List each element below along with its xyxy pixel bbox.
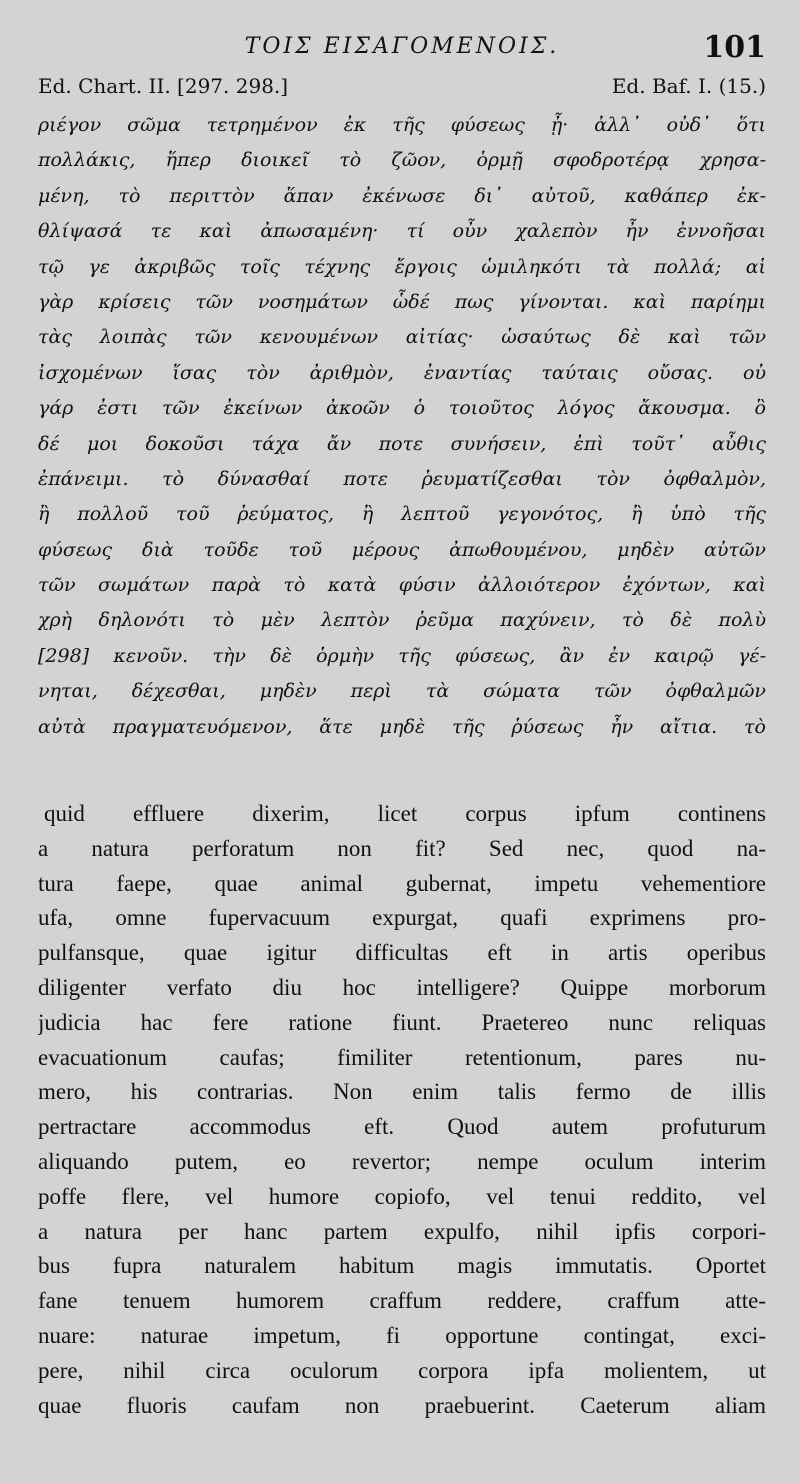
edition-left: Ed. Chart. II. [297. 298.] — [38, 74, 289, 98]
greek-line: γὰρ κρίσεις τῶν νοσημάτων ὧδέ πως γίνονται. καὶ παρίημι — [38, 290, 766, 313]
edition-line — [38, 74, 766, 106]
greek-text — [38, 108, 766, 745]
latin-line: diligenter verfato diu hoc intelligere? Quippe morborum — [38, 975, 766, 1001]
latin-line: a natura per hanc partem expulfo, nihil ipfis corpori- — [38, 1218, 766, 1244]
latin-line: nuare: naturae impetum, fi opportune contingat, exci- — [38, 1322, 766, 1348]
greek-line: ἰσχομένων ἴσας τὸν ἀριθμὸν, ἐναντίας ταύταις οὔσας. οὐ — [38, 361, 766, 384]
latin-line: pere, nihil circa oculorum corpora ipfa molientem, ut — [38, 1357, 766, 1383]
greek-line: μένη, τὸ περιττὸν ἅπαν ἐκένωσε δι᾽ αὐτοῦ, καθάπερ ἐκ- — [38, 184, 766, 207]
greek-line: ἐπάνειμι. τὸ δύνασθαί ποτε ῥευματίζεσθαι τὸν ὀφθαλμὸν, — [38, 467, 766, 490]
latin-line: tura faepe, quae animal gubernat, impetu vehementiore — [38, 870, 766, 896]
greek-line: τῷ γε ἀκριβῶς τοῖς τέχνης ἔργοις ὡμιληκότι τὰ πολλά; αἱ — [38, 255, 766, 278]
latin-line: a natura perforatum non fit? Sed nec, quod na- — [38, 835, 766, 861]
latin-line: ufa, omne fupervacuum expurgat, quafi exprimens pro- — [38, 905, 766, 931]
latin-line: quae fluoris caufam non praebuerint. Caeterum aliam — [38, 1392, 766, 1418]
latin-line: fane tenuem humorem craffum reddere, craffum atte- — [38, 1288, 766, 1314]
greek-line: νηται, δέχεσθαι, μηδὲν περὶ τὰ σώματα τῶν ὀφθαλμῶν — [38, 680, 766, 703]
latin-line: pulfansque, quae igitur difficultas eft in artis operibus — [38, 940, 766, 966]
latin-line: bus fupra naturalem habitum magis immutatis. Oportet — [38, 1253, 766, 1279]
greek-line: τῶν σωμάτων παρὰ τὸ κατὰ φύσιν ἀλλοιότερον ἐχόντων, καὶ — [38, 574, 766, 597]
latin-line: quid effluere dixerim, licet corpus ipfum continens — [44, 801, 766, 827]
latin-line: aliquando putem, eo revertor; nempe oculum interim — [38, 1149, 766, 1174]
latin-text — [38, 797, 766, 1423]
latin-line: pertractare accommodus eft. Quod autem profuturum — [38, 1114, 766, 1140]
greek-line: δέ μοι δοκοῦσι τάχα ἄν ποτε συνήσειν, ἐπὶ τοῦτ᾽ αὖθις — [38, 432, 766, 455]
greek-line: αὐτὰ πραγματευόμενον, ἅτε μηδὲ τῆς ῥύσεως ἦν αἴτια. τὸ — [38, 715, 766, 738]
greek-line: τὰς λοιπὰς τῶν κενουμένων αἰτίας· ὡσαύτως δὲ καὶ τῶν — [38, 326, 766, 349]
greek-line: ἢ πολλοῦ τοῦ ῥεύματος, ἢ λεπτοῦ γεγονότος, ἢ ὑπὸ τῆς — [38, 503, 766, 526]
latin-line: evacuationum caufas; fimiliter retentionum, pares nu- — [38, 1044, 766, 1070]
greek-line: φύσεως διὰ τοῦδε τοῦ μέρους ἀπωθουμένου, μηδὲν αὐτῶν — [38, 538, 766, 561]
running-head — [38, 30, 766, 70]
greek-line: θλίψασά τε καὶ ἀπωσαμένη· τί οὖν χαλεπὸν ἦν ἐννοῆσαι — [38, 220, 766, 243]
greek-line: [298] κενοῦν. τὴν δὲ ὁρμὴν τῆς φύσεως, ἂν ἐν καιρῷ γέ- — [38, 644, 766, 667]
greek-line: γάρ ἐστι τῶν ἐκείνων ἀκοῶν ὁ τοιοῦτος λόγος ἄκουσμα. ὃ — [38, 397, 766, 420]
latin-line: mero, his contrarias. Non enim talis fermo de illis — [38, 1079, 766, 1105]
greek-line: πολλάκις, ἥπερ διοικεῖ τὸ ζῶον, ὁρμῇ σφοδροτέρᾳ χρησα- — [38, 149, 766, 172]
greek-line: χρὴ δηλονότι τὸ μὲν λεπτὸν ῥεῦμα παχύνειν, τὸ δὲ πολὺ — [38, 609, 766, 632]
page-number: 101 — [703, 30, 766, 65]
latin-line: judicia hac fere ratione fiunt. Praetereo nunc reliquas — [38, 1009, 766, 1035]
latin-line: poffe flere, vel humore copiofo, vel tenui reddito, vel — [38, 1183, 766, 1209]
greek-line: ριέγον σῶμα τετρημένον ἐκ τῆς φύσεως ᾖ· ἀλλ᾽ οὐδ᾽ ὅτι — [38, 114, 766, 136]
running-title: ΤΟΙΣ ΕΙΣΑΓΟΜΕΝΟΙΣ. — [244, 34, 560, 59]
edition-right: Ed. Baf. I. (15.) — [611, 74, 766, 98]
